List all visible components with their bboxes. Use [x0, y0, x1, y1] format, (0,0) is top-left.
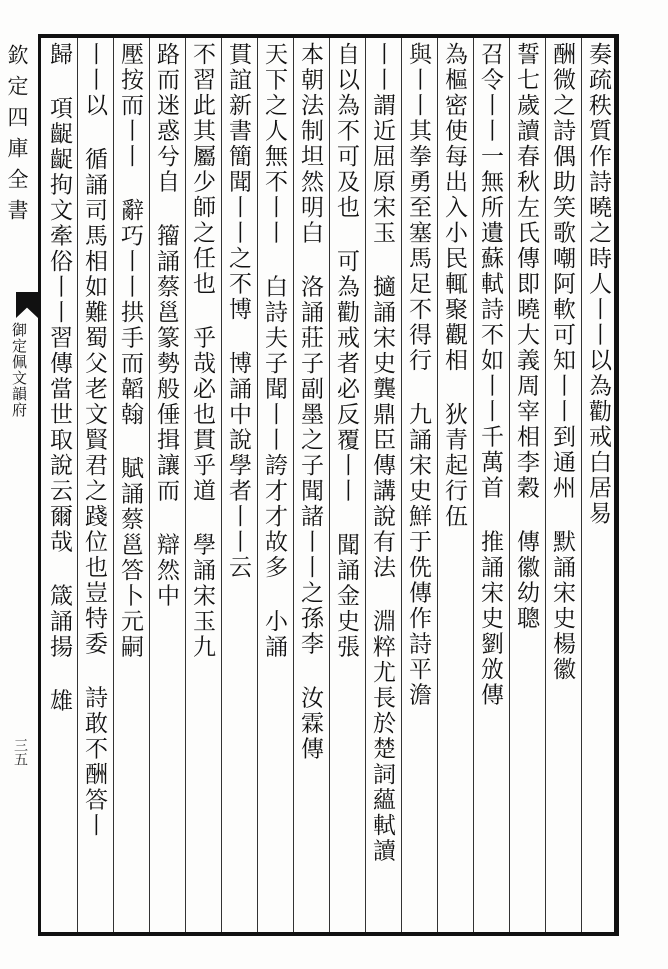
text-column: 不習此其屬少師之任也 乎哉必也貫乎道 學誦宋玉九	[189, 42, 215, 660]
text-column: 丨丨謂近屈原宋玉 擿誦宋史龔鼎臣傳講說有法 淵粹尤長於楚詞蘊軾讀	[369, 42, 395, 864]
page-border-left	[38, 34, 41, 936]
text-column: 天下之人無不丨丨 白詩夫子聞丨丨誇才才故多 小誦	[261, 42, 287, 660]
text-column: 奏疏秩質作詩曉之時人丨丨以為勸戒白居易	[585, 42, 611, 527]
text-column: 為樞密使每出入小民輒聚觀相 狄青起行伍	[441, 42, 467, 530]
text-column: 召令丨丨一無所遺蘇軾詩不如丨丨千萬首 推誦宋史劉攽傳	[477, 42, 503, 708]
book-title: 欽定四庫全書	[5, 44, 29, 230]
text-column: 路而迷惑兮自 籀誦蔡邕篆勢般倕揖讓而 辯然中	[153, 42, 179, 609]
text-column: 與丨丨其拳勇至塞馬足不得行 九誦宋史鮮于侁傳作詩平澹	[405, 42, 431, 708]
text-column: 丨丨以 循誦司馬相如難蜀父老文賢君之踐位也豈特委 詩敢不酬答丨	[81, 42, 107, 839]
text-column: 酬微之詩偶助笑歌嘲阿軟可知丨丨到通州 默誦宋史楊徽	[549, 42, 575, 683]
volume-title: 御定佩文韻府	[10, 322, 28, 418]
text-column: 誓七歲讀春秋左氏傳即曉大義周宰相李穀 傳徽幼聰	[513, 42, 539, 632]
text-column: 歸 項齪齪拘文牽俗丨丨習傳當世取說云爾哉 箴誦揚 雄	[46, 42, 72, 714]
text-column: 自以為不可及也 可為勸戒者必反覆丨丨 聞誦金史張	[333, 42, 359, 660]
page-border-top	[38, 34, 618, 38]
page-border-bottom	[38, 932, 618, 936]
page-number: 三五	[12, 738, 28, 766]
text-column: 貫誼新書簡聞丨丨之不博 博誦中說學者丨丨云	[225, 42, 251, 581]
text-column: 壓按而丨丨 辭巧丨丨拱手而韜翰 賦誦蔡邕答卜元嗣	[117, 42, 143, 660]
text-column: 本朝法制坦然明白 洛誦莊子副墨之子聞諸丨丨之孫李 汝霖傳	[297, 42, 323, 762]
